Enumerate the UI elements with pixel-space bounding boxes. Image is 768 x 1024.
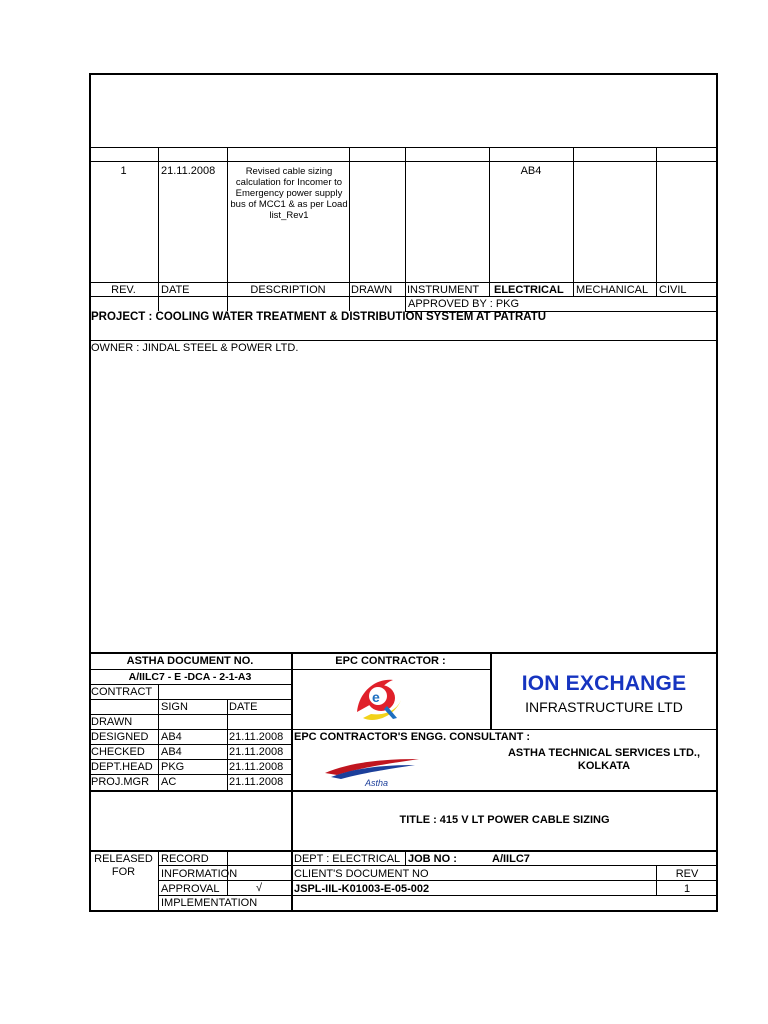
approved-by: APPROVED BY : PKG [408, 298, 520, 310]
rule [89, 774, 291, 775]
rule [89, 669, 491, 670]
date-header: DATE [229, 701, 258, 713]
job-no-value: A/IILC7 [492, 853, 530, 865]
signoff-date-depthead: 21.11.2008 [229, 761, 284, 773]
rule [89, 850, 718, 852]
rule [158, 895, 718, 896]
ion-exchange-name: ION EXCHANGE [521, 672, 687, 695]
released-for-label: FOR [111, 866, 136, 878]
signoff-date-checked: 21.11.2008 [229, 746, 284, 758]
rule [89, 684, 291, 685]
rev-date: 21.11.2008 [161, 165, 216, 177]
document-title: TITLE : 415 V LT POWER CABLE SIZING [399, 814, 610, 826]
astha-doc-number: A/IILC7 - E -DCA - 2-1-A3 [128, 671, 252, 683]
release-option-record: RECORD [161, 853, 209, 865]
title-block-top [89, 652, 718, 654]
col-divider [573, 147, 574, 296]
rule [89, 790, 718, 792]
rule [89, 729, 718, 730]
release-option-approval: APPROVAL [161, 883, 220, 895]
signoff-sign-checked: AB4 [161, 746, 182, 758]
col-divider [405, 147, 406, 311]
header-instrument: INSTRUMENT [407, 284, 480, 296]
header-civil: CIVIL [659, 284, 687, 296]
signoff-role-depthead: DEPT.HEAD [91, 761, 153, 773]
col-divider [656, 147, 657, 296]
signoff-date-designed: 21.11.2008 [229, 731, 284, 743]
signoff-sign-depthead: PKG [161, 761, 185, 773]
signoff-sign-designed: AB4 [161, 731, 182, 743]
col-divider [158, 684, 159, 790]
col-divider [291, 652, 293, 912]
header-description: DESCRIPTION [250, 284, 326, 296]
contract-label: CONTRACT [91, 686, 153, 698]
approval-check-mark: √ [256, 882, 263, 894]
header-mechanical: MECHANICAL [576, 284, 649, 296]
ion-exchange-subname: INFRASTRUCTURE LTD [525, 699, 683, 715]
rule [89, 161, 718, 162]
svg-text:Astha: Astha [365, 778, 389, 788]
released-label: RELEASED [94, 853, 153, 865]
rev-electrical: AB4 [520, 165, 542, 177]
release-option-implementation: IMPLEMENTATION [161, 897, 258, 909]
rule [89, 282, 718, 283]
col-divider [158, 850, 159, 912]
astha-doc-heading: ASTHA DOCUMENT NO. [126, 655, 254, 667]
header-drawn: DRAWN [351, 284, 393, 296]
header-electrical: ELECTRICAL [494, 284, 564, 296]
astha-logo-icon [323, 755, 421, 789]
col-divider [405, 850, 406, 865]
rule [158, 880, 718, 881]
col-divider [227, 699, 228, 790]
project-title: PROJECT : COOLING WATER TREATMENT & DISTRIBUTION SYSTEM AT PATRATU [91, 311, 547, 323]
rule [89, 699, 291, 700]
signoff-role-drawn: DRAWN [91, 716, 133, 728]
signoff-role-projmgr: PROJ.MGR [91, 776, 150, 788]
signoff-sign-projmgr: AC [161, 776, 177, 788]
dept-label: DEPT : ELECTRICAL [294, 853, 401, 865]
header-rev: REV. [111, 284, 136, 296]
sign-header: SIGN [161, 701, 188, 713]
astha-company-name: ASTHA TECHNICAL SERVICES LTD., [507, 747, 701, 759]
col-divider [158, 147, 159, 311]
epc-contractor-heading: EPC CONTRACTOR : [335, 655, 446, 667]
rev-label: REV [675, 868, 699, 880]
rule [89, 759, 291, 760]
rev-number: 1 [120, 165, 127, 177]
signoff-role-checked: CHECKED [91, 746, 145, 758]
signoff-date-projmgr: 21.11.2008 [229, 776, 284, 788]
client-doc-label: CLIENT'S DOCUMENT NO [294, 868, 429, 880]
astha-company-city: KOLKATA [577, 760, 631, 772]
rev-description: Revised cable sizing calculation for Incomer to Emergency power supply bus of MCC1 & as per Load list_Rev1 [230, 166, 348, 221]
signoff-role-designed: DESIGNED [91, 731, 149, 743]
rule [89, 714, 291, 715]
rule [89, 744, 291, 745]
job-no-label: JOB NO : [408, 853, 457, 865]
owner-name: OWNER : JINDAL STEEL & POWER LTD. [91, 342, 299, 354]
rule [89, 340, 718, 341]
svg-text:e: e [372, 689, 380, 705]
col-divider [349, 147, 350, 311]
rev-value: 1 [683, 883, 691, 895]
release-option-information: INFORMATION [161, 868, 238, 880]
header-date: DATE [161, 284, 190, 296]
ion-exchange-logo-icon [353, 672, 407, 724]
rule [89, 147, 718, 148]
engg-consultant-heading: EPC CONTRACTOR'S ENGG. CONSULTANT : [294, 731, 531, 743]
client-doc-number: JSPL-IIL-K01003-E-05-002 [294, 883, 430, 895]
